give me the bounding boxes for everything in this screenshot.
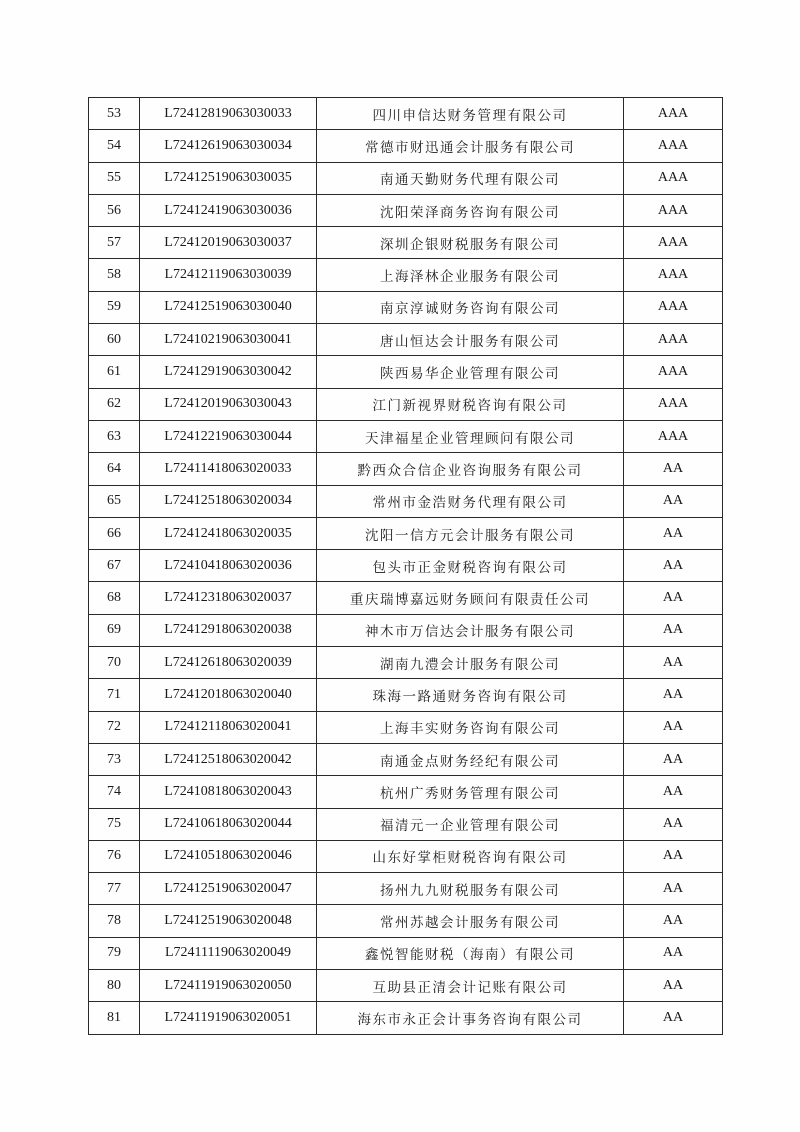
rating-cell: AAA bbox=[624, 388, 723, 420]
row-number-cell: 74 bbox=[89, 776, 140, 808]
company-name-cell: 重庆瑞博嘉远财务顾问有限责任公司 bbox=[317, 582, 624, 614]
row-number-cell: 65 bbox=[89, 485, 140, 517]
table-row bbox=[89, 227, 723, 259]
registration-code-cell: L72410418063020036 bbox=[140, 550, 317, 582]
company-name-cell: 鑫悦智能财税（海南）有限公司 bbox=[317, 937, 624, 969]
registration-code-cell: L72412219063030044 bbox=[140, 420, 317, 452]
table-row bbox=[89, 711, 723, 743]
company-name-cell: 沈阳荣泽商务咨询有限公司 bbox=[317, 194, 624, 226]
rating-cell: AA bbox=[624, 679, 723, 711]
table-row bbox=[89, 582, 723, 614]
rating-cell: AA bbox=[624, 808, 723, 840]
row-number-cell: 77 bbox=[89, 873, 140, 905]
registration-code-cell: L72412519063030040 bbox=[140, 291, 317, 323]
row-number-cell: 56 bbox=[89, 194, 140, 226]
table-row bbox=[89, 647, 723, 679]
rating-cell: AA bbox=[624, 743, 723, 775]
table-row bbox=[89, 743, 723, 775]
registration-code-cell: L72412019063030043 bbox=[140, 388, 317, 420]
row-number-cell: 62 bbox=[89, 388, 140, 420]
rating-cell: AAA bbox=[624, 324, 723, 356]
rating-cell: AAA bbox=[624, 420, 723, 452]
row-number-cell: 53 bbox=[89, 98, 140, 130]
rating-cell: AA bbox=[624, 550, 723, 582]
rating-cell: AA bbox=[624, 1002, 723, 1034]
rating-cell: AA bbox=[624, 614, 723, 646]
row-number-cell: 55 bbox=[89, 162, 140, 194]
registration-code-cell: L72410618063020044 bbox=[140, 808, 317, 840]
registration-code-cell: L72410219063030041 bbox=[140, 324, 317, 356]
table-row bbox=[89, 970, 723, 1002]
company-name-cell: 深圳企银财税服务有限公司 bbox=[317, 227, 624, 259]
company-name-cell: 湖南九澧会计服务有限公司 bbox=[317, 647, 624, 679]
registration-code-cell: L72412819063030033 bbox=[140, 98, 317, 130]
company-name-cell: 天津福星企业管理顾问有限公司 bbox=[317, 420, 624, 452]
table-row bbox=[89, 1002, 723, 1034]
company-name-cell: 海东市永正会计事务咨询有限公司 bbox=[317, 1002, 624, 1034]
rating-cell: AA bbox=[624, 647, 723, 679]
table-row bbox=[89, 194, 723, 226]
company-name-cell: 上海丰实财务咨询有限公司 bbox=[317, 711, 624, 743]
registration-code-cell: L72412519063020047 bbox=[140, 873, 317, 905]
registration-code-cell: L72410818063020043 bbox=[140, 776, 317, 808]
rating-cell: AAA bbox=[624, 227, 723, 259]
row-number-cell: 66 bbox=[89, 517, 140, 549]
rating-cell: AA bbox=[624, 905, 723, 937]
registration-code-cell: L72412418063020035 bbox=[140, 517, 317, 549]
row-number-cell: 60 bbox=[89, 324, 140, 356]
company-name-cell: 上海泽林企业服务有限公司 bbox=[317, 259, 624, 291]
company-name-cell: 常州苏越会计服务有限公司 bbox=[317, 905, 624, 937]
table-body bbox=[89, 98, 723, 1035]
table-row bbox=[89, 550, 723, 582]
rating-cell: AA bbox=[624, 873, 723, 905]
registration-code-cell: L72412919063030042 bbox=[140, 356, 317, 388]
row-number-cell: 79 bbox=[89, 937, 140, 969]
registration-code-cell: L72412018063020040 bbox=[140, 679, 317, 711]
table-row bbox=[89, 485, 723, 517]
company-name-cell: 杭州广秀财务管理有限公司 bbox=[317, 776, 624, 808]
row-number-cell: 67 bbox=[89, 550, 140, 582]
table-row bbox=[89, 356, 723, 388]
table-row bbox=[89, 420, 723, 452]
company-name-cell: 陕西易华企业管理有限公司 bbox=[317, 356, 624, 388]
table-row bbox=[89, 517, 723, 549]
row-number-cell: 64 bbox=[89, 453, 140, 485]
registration-code-cell: L72412318063020037 bbox=[140, 582, 317, 614]
rating-cell: AAA bbox=[624, 130, 723, 162]
table-row bbox=[89, 808, 723, 840]
rating-cell: AA bbox=[624, 582, 723, 614]
company-name-cell: 南京淳诚财务咨询有限公司 bbox=[317, 291, 624, 323]
registration-code-cell: L72412119063030039 bbox=[140, 259, 317, 291]
rating-cell: AA bbox=[624, 970, 723, 1002]
registration-code-cell: L72412518063020034 bbox=[140, 485, 317, 517]
company-name-cell: 江门新视界财税咨询有限公司 bbox=[317, 388, 624, 420]
rating-cell: AA bbox=[624, 840, 723, 872]
table-row bbox=[89, 840, 723, 872]
table-row bbox=[89, 873, 723, 905]
row-number-cell: 76 bbox=[89, 840, 140, 872]
rating-cell: AA bbox=[624, 485, 723, 517]
registration-code-cell: L72412419063030036 bbox=[140, 194, 317, 226]
company-name-cell: 南通天勤财务代理有限公司 bbox=[317, 162, 624, 194]
registration-code-cell: L72412519063030035 bbox=[140, 162, 317, 194]
registration-code-cell: L72412619063030034 bbox=[140, 130, 317, 162]
registration-code-cell: L72412519063020048 bbox=[140, 905, 317, 937]
company-name-cell: 常州市金浩财务代理有限公司 bbox=[317, 485, 624, 517]
table-row bbox=[89, 679, 723, 711]
registration-code-cell: L72412518063020042 bbox=[140, 743, 317, 775]
company-name-cell: 黔西众合信企业咨询服务有限公司 bbox=[317, 453, 624, 485]
registration-code-cell: L72411418063020033 bbox=[140, 453, 317, 485]
row-number-cell: 61 bbox=[89, 356, 140, 388]
company-name-cell: 互助县正清会计记账有限公司 bbox=[317, 970, 624, 1002]
table-row bbox=[89, 453, 723, 485]
table-row bbox=[89, 130, 723, 162]
rating-cell: AAA bbox=[624, 259, 723, 291]
rating-cell: AA bbox=[624, 937, 723, 969]
rating-cell: AAA bbox=[624, 98, 723, 130]
registration-code-cell: L72411919063020050 bbox=[140, 970, 317, 1002]
table-row bbox=[89, 905, 723, 937]
rating-cell: AAA bbox=[624, 291, 723, 323]
row-number-cell: 54 bbox=[89, 130, 140, 162]
registration-code-cell: L72412918063020038 bbox=[140, 614, 317, 646]
table-row bbox=[89, 98, 723, 130]
table-row bbox=[89, 162, 723, 194]
rating-cell: AA bbox=[624, 453, 723, 485]
row-number-cell: 58 bbox=[89, 259, 140, 291]
rating-cell: AAA bbox=[624, 194, 723, 226]
table-row bbox=[89, 291, 723, 323]
registration-code-cell: L72412118063020041 bbox=[140, 711, 317, 743]
firm-rating-table bbox=[88, 97, 723, 1035]
company-name-cell: 包头市正金财税咨询有限公司 bbox=[317, 550, 624, 582]
company-name-cell: 常德市财迅通会计服务有限公司 bbox=[317, 130, 624, 162]
rating-cell: AA bbox=[624, 517, 723, 549]
row-number-cell: 81 bbox=[89, 1002, 140, 1034]
row-number-cell: 75 bbox=[89, 808, 140, 840]
row-number-cell: 59 bbox=[89, 291, 140, 323]
company-name-cell: 四川申信达财务管理有限公司 bbox=[317, 98, 624, 130]
registration-code-cell: L72410518063020046 bbox=[140, 840, 317, 872]
row-number-cell: 70 bbox=[89, 647, 140, 679]
rating-cell: AAA bbox=[624, 356, 723, 388]
row-number-cell: 69 bbox=[89, 614, 140, 646]
row-number-cell: 68 bbox=[89, 582, 140, 614]
company-name-cell: 神木市万信达会计服务有限公司 bbox=[317, 614, 624, 646]
company-name-cell: 福清元一企业管理有限公司 bbox=[317, 808, 624, 840]
row-number-cell: 63 bbox=[89, 420, 140, 452]
table-row bbox=[89, 324, 723, 356]
row-number-cell: 80 bbox=[89, 970, 140, 1002]
rating-cell: AAA bbox=[624, 162, 723, 194]
rating-cell: AA bbox=[624, 776, 723, 808]
company-name-cell: 沈阳一信方元会计服务有限公司 bbox=[317, 517, 624, 549]
row-number-cell: 72 bbox=[89, 711, 140, 743]
row-number-cell: 71 bbox=[89, 679, 140, 711]
registration-code-cell: L72412618063020039 bbox=[140, 647, 317, 679]
row-number-cell: 78 bbox=[89, 905, 140, 937]
company-name-cell: 扬州九九财税服务有限公司 bbox=[317, 873, 624, 905]
company-name-cell: 珠海一路通财务咨询有限公司 bbox=[317, 679, 624, 711]
company-name-cell: 山东好掌柜财税咨询有限公司 bbox=[317, 840, 624, 872]
company-name-cell: 唐山恒达会计服务有限公司 bbox=[317, 324, 624, 356]
row-number-cell: 73 bbox=[89, 743, 140, 775]
table-row bbox=[89, 937, 723, 969]
registration-code-cell: L72411919063020051 bbox=[140, 1002, 317, 1034]
registration-code-cell: L72411119063020049 bbox=[140, 937, 317, 969]
company-name-cell: 南通金点财务经纪有限公司 bbox=[317, 743, 624, 775]
table-row bbox=[89, 614, 723, 646]
table-row bbox=[89, 388, 723, 420]
registration-code-cell: L72412019063030037 bbox=[140, 227, 317, 259]
row-number-cell: 57 bbox=[89, 227, 140, 259]
rating-cell: AA bbox=[624, 711, 723, 743]
table-row bbox=[89, 776, 723, 808]
table-row bbox=[89, 259, 723, 291]
